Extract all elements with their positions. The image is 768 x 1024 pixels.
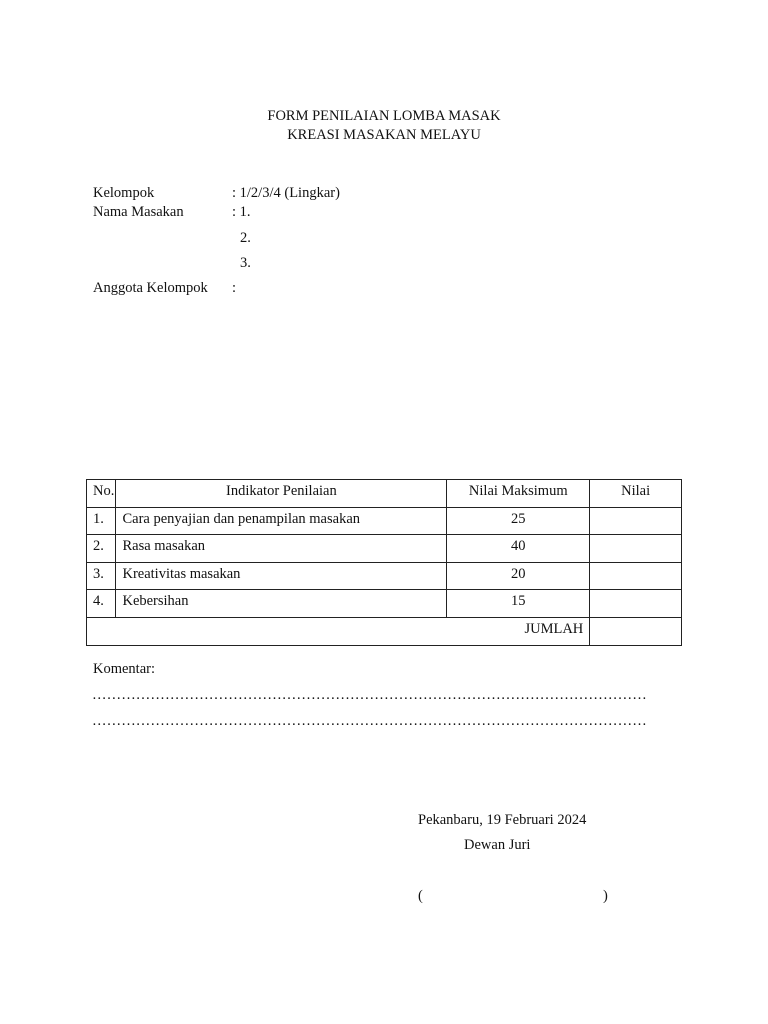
header-indikator: Indikator Penilaian	[116, 480, 447, 508]
row-nilai-maksimum: 40	[447, 535, 590, 563]
komentar-dotted-line-2[interactable]: ……………………………………………………………………………………………………	[92, 713, 647, 729]
komentar-label: Komentar:	[93, 661, 156, 677]
row-nilai-maksimum: 20	[447, 562, 590, 590]
row-indikator: Kreativitas masakan	[116, 562, 447, 590]
row-nilai-cell[interactable]	[590, 590, 682, 618]
table-row	[87, 590, 682, 618]
nama-masakan-label: Nama Masakan	[93, 204, 184, 220]
komentar-dotted-line-1[interactable]: ……………………………………………………………………………………………………	[92, 687, 647, 703]
nama-masakan-item-3: 3.	[240, 255, 251, 271]
row-nilai-maksimum: 15	[447, 590, 590, 618]
row-indikator: Rasa masakan	[116, 535, 447, 563]
row-nilai-maksimum: 25	[447, 507, 590, 535]
header-nilai: Nilai	[590, 480, 682, 508]
signature-place-date: Pekanbaru, 19 Februari 2024	[418, 812, 587, 828]
signature-open-paren: (	[418, 888, 423, 904]
kelompok-value: : 1/2/3/4 (Lingkar)	[232, 185, 340, 201]
header-no: No.	[87, 480, 116, 508]
row-no: 4.	[87, 590, 116, 618]
jumlah-value-cell[interactable]	[590, 617, 682, 645]
row-nilai-cell[interactable]	[590, 535, 682, 563]
nama-masakan-item-1: : 1.	[232, 204, 251, 220]
table-header-row	[87, 480, 682, 508]
form-title: FORM PENILAIAN LOMBA MASAK	[267, 108, 501, 124]
row-nilai-cell[interactable]	[590, 562, 682, 590]
row-indikator: Cara penyajian dan penampilan masakan	[116, 507, 447, 535]
row-indikator: Kebersihan	[116, 590, 447, 618]
jumlah-label: JUMLAH	[87, 617, 590, 645]
row-nilai-cell[interactable]	[590, 507, 682, 535]
signature-close-paren: )	[603, 888, 608, 904]
kelompok-label: Kelompok	[93, 185, 155, 201]
anggota-kelompok-value: :	[232, 280, 237, 296]
anggota-kelompok-label: Anggota Kelompok	[93, 280, 208, 296]
row-no: 1.	[87, 507, 116, 535]
row-no: 2.	[87, 535, 116, 563]
table-total-row	[87, 617, 682, 645]
table-row	[87, 562, 682, 590]
score-table	[86, 479, 682, 646]
header-nilai-maksimum: Nilai Maksimum	[447, 480, 590, 508]
table-row	[87, 535, 682, 563]
form-subtitle: KREASI MASAKAN MELAYU	[287, 127, 481, 143]
table-row	[87, 507, 682, 535]
nama-masakan-item-2: 2.	[240, 230, 251, 246]
signature-role: Dewan Juri	[464, 837, 531, 853]
row-no: 3.	[87, 562, 116, 590]
